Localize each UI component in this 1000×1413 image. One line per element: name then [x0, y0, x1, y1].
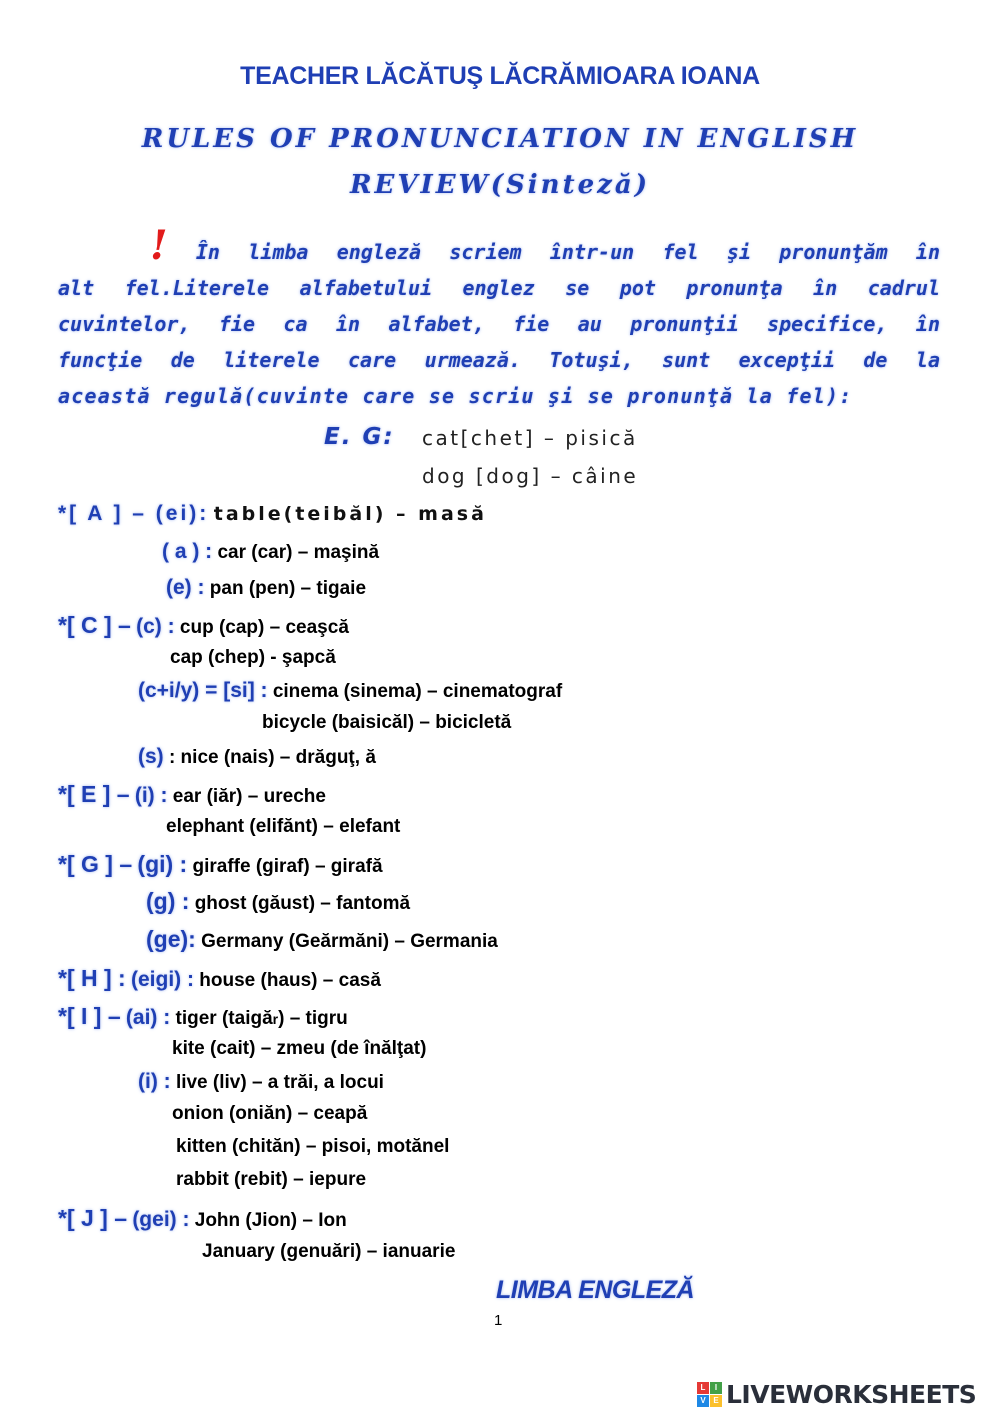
rule-e: *[ E ] – (i) : ear (iăr) – ureche	[58, 781, 326, 807]
rule-a	[58, 502, 487, 526]
intro-line-2: alt fel.Literele alfabetului englez se pot pronunţa în cadrul	[58, 276, 940, 300]
rule-a-word: table(teibăl) – masă	[213, 503, 487, 525]
intro-line-1: ! În limba engleză scriem într-un fel şi pronunţăm în	[150, 222, 940, 269]
rule-h: *[ H ] : (eigi) : house (haus) – casă	[58, 965, 381, 991]
brand-name: LIVEWORKSHEETS	[726, 1380, 977, 1409]
rule-a-3: (e) : pan (pen) – tigaie	[166, 576, 367, 599]
rule-i-6: rabbit (rebit) – iepure	[176, 1169, 367, 1190]
intro-line-3: cuvintelor, fie ca în alfabet, fie au pronunţii specifice, în	[58, 312, 940, 336]
example-line-1: cat[chet] – pisică	[422, 426, 638, 450]
rule-a-key: *[ A ] – (ei):	[58, 502, 210, 525]
page-title: RULES OF PRONUNCIATION IN ENGLISH	[141, 124, 859, 154]
liveworksheets-brand[interactable]	[697, 1380, 976, 1409]
intro-line-5: această regulă(cuvinte care se scriu şi se pronunţă la fel):	[58, 384, 853, 408]
intro-line-4: funcţie de literele care urmează. Totuşi, sunt excepţii de la	[58, 348, 940, 372]
rule-c-2: cap (chep) - şapcă	[170, 647, 336, 668]
rule-i-4: onion (oniăn) – ceapă	[172, 1103, 368, 1124]
rule-c-3: (c+i/y) = [si] : cinema (sinema) – cinematograf	[138, 679, 563, 702]
rule-a-2: ( a ) : car (car) – maşină	[162, 540, 380, 563]
page-number: 1	[494, 1312, 503, 1329]
rule-g-2: (g) : ghost (găust) – fantomă	[146, 888, 411, 914]
footer-subject: LIMBA ENGLEZĂ	[496, 1276, 695, 1304]
rule-c-4: bicycle (baisicăl) – bicicletă	[262, 712, 512, 733]
rule-i: *[ I ] – (ai) : tiger (taigăr) – tigru	[58, 1003, 348, 1029]
page-subtitle: REVIEW(Sinteză)	[349, 170, 651, 200]
rule-j: *[ J ] – (gei) : John (Jion) – Ion	[58, 1205, 347, 1231]
rule-g: *[ G ] – (gi) : giraffe (giraf) – girafă	[58, 851, 383, 877]
exclamation-mark: !	[150, 222, 168, 269]
example-line-2: dog [dog] – câine	[422, 464, 639, 488]
rule-j-2: January (genuări) – ianuarie	[202, 1241, 456, 1262]
rule-c: *[ C ] – (c) : cup (cap) – ceaşcă	[58, 612, 349, 638]
rule-c-5: (s) : nice (nais) – drăguţ, ă	[138, 745, 376, 768]
example-label: E. G:	[324, 424, 395, 450]
rule-e-2: elephant (elifănt) – elefant	[166, 816, 401, 837]
teacher-name: TEACHER LĂCĂTUŞ LĂCRĂMIOARA IOANA	[240, 62, 760, 90]
rule-i-3: (i) : live (liv) – a trăi, a locui	[138, 1070, 384, 1093]
rule-i-5: kitten (chităn) – pisoi, motănel	[176, 1136, 450, 1157]
rule-g-3: (ge): Germany (Geărmăni) – Germania	[146, 926, 498, 952]
liveworksheets-logo-icon: L I V E	[697, 1382, 723, 1408]
rule-i-2: kite (cait) – zmeu (de înălţat)	[172, 1038, 427, 1059]
